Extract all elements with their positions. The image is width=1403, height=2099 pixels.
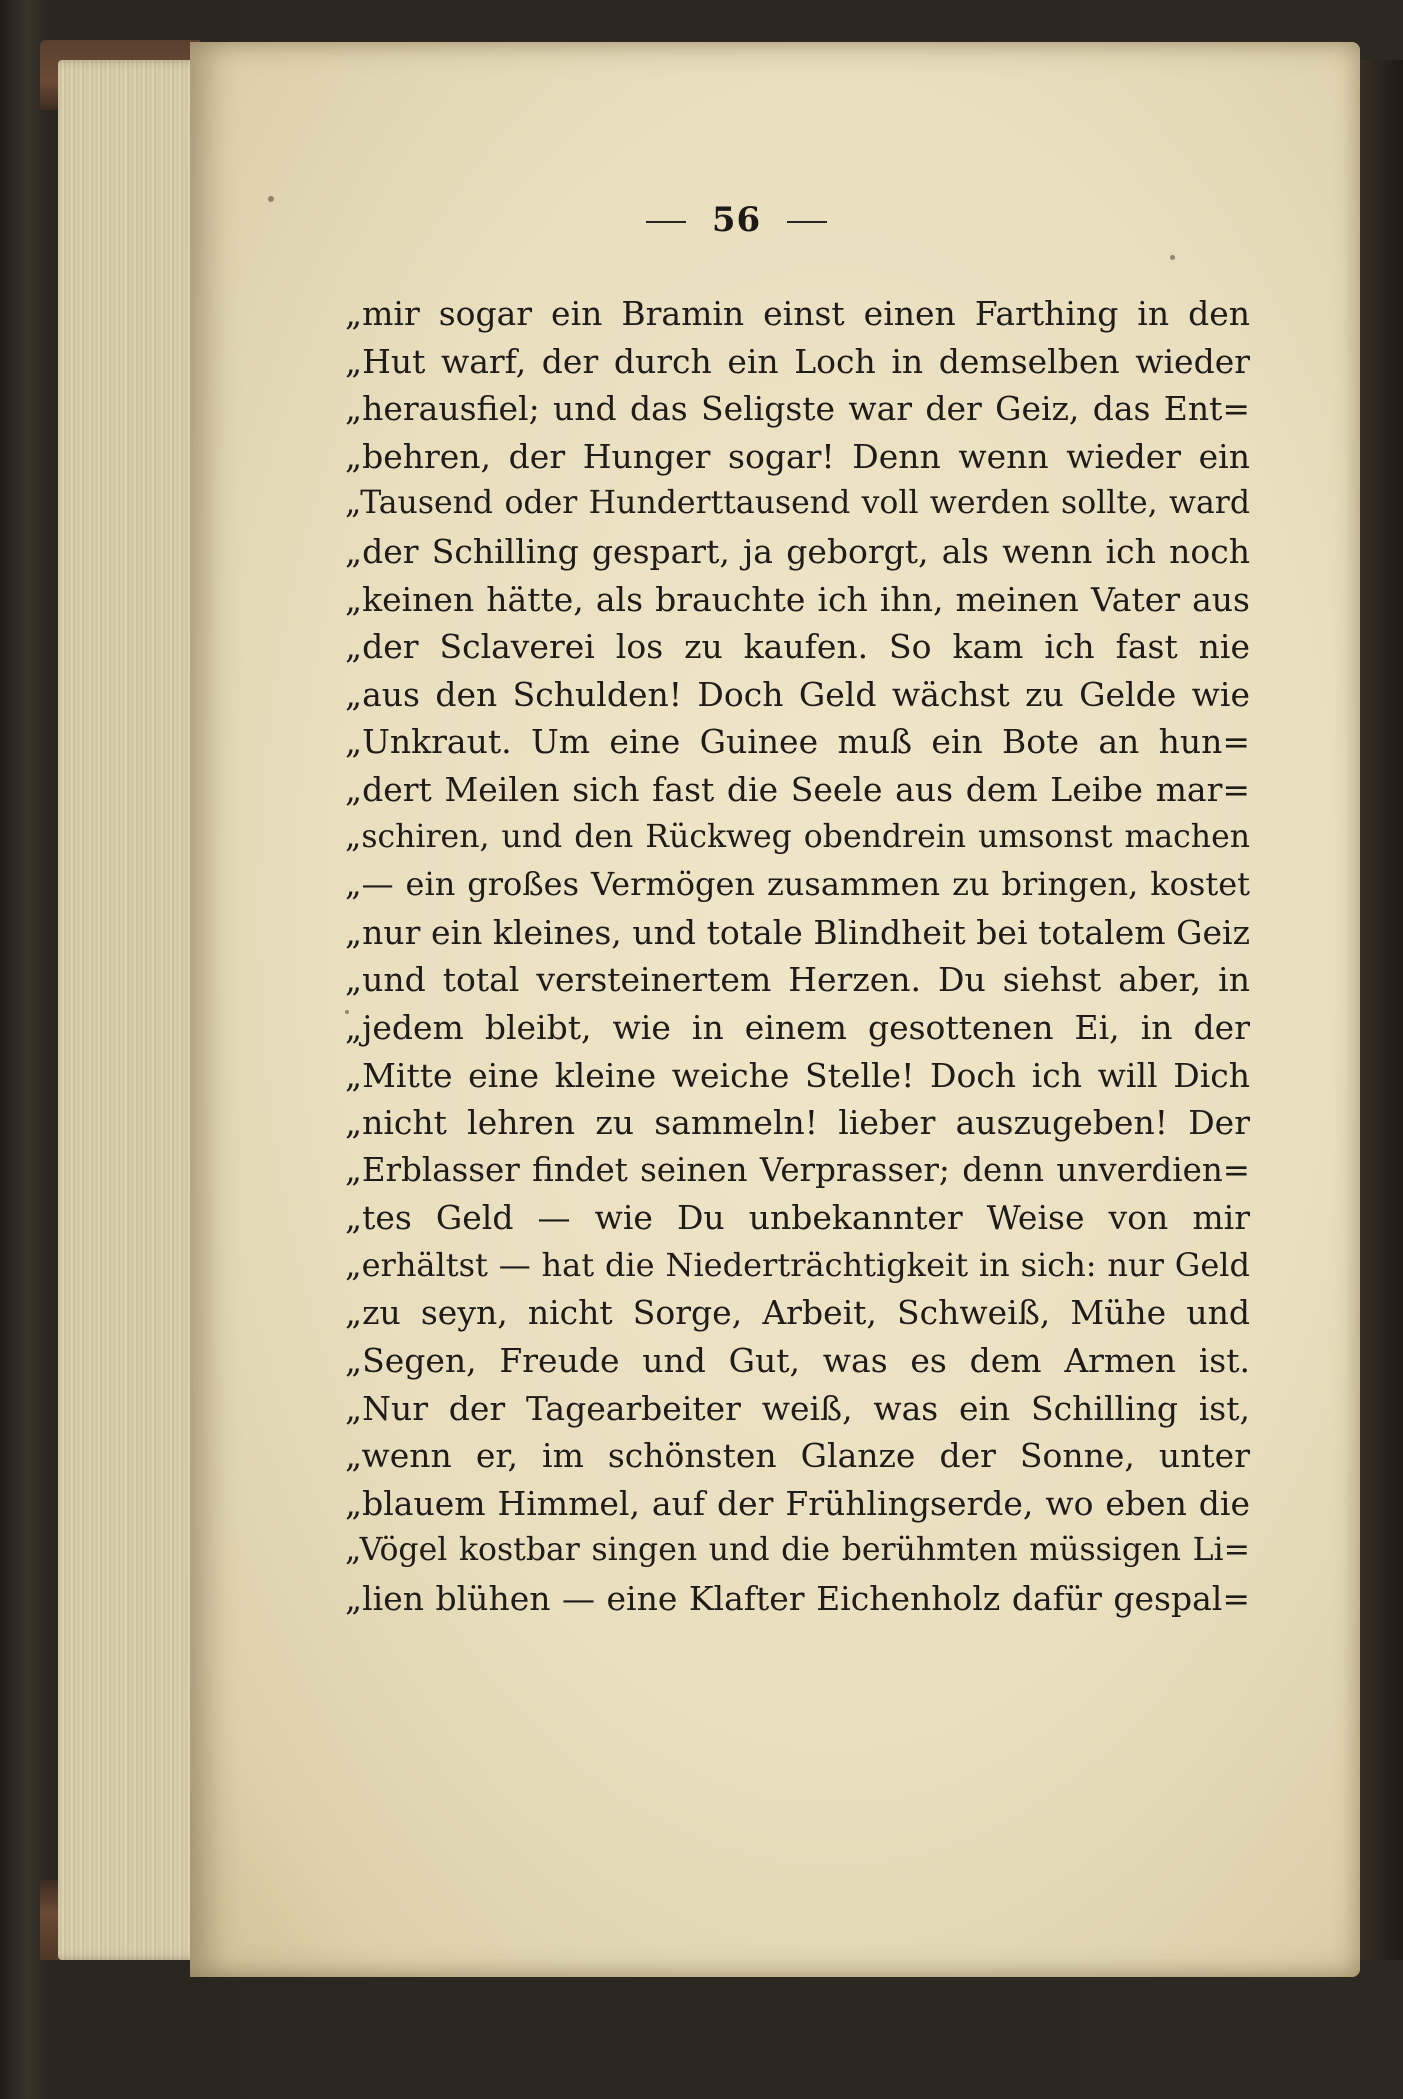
header-dash-right [787,221,827,223]
header-dash-left [646,221,686,223]
text-line: „Hut warf, der durch ein Loch in demselben wieder [345,341,1250,381]
text-line: „— ein großes Vermögen zusammen zu bringen, kostet [345,865,1250,904]
text-line: „herausfiel; und das Seligste war der Geiz, das Ent= [345,389,1250,429]
text-line: „Unkraut. Um eine Guinee muß ein Bote an hun= [345,722,1250,762]
text-line: „der Schilling gespart, ja geborgt, als wenn ich noch [345,531,1250,571]
text-line: „schiren, und den Rückweg obendrein umsonst machen [345,818,1250,855]
text-line: „dert Meilen sich fast die Seele aus dem Leibe mar= [345,769,1250,809]
page-number: 56 [711,200,762,240]
text-line: „Vögel kostbar singen und die berühmten müssigen Li= [345,1532,1250,1569]
paper-speck [1170,255,1175,260]
text-line: „nur ein kleines, und totale Blindheit bei totalem Geiz [345,912,1250,952]
text-line: „Tausend oder Hunderttausend voll werden sollte, ward [345,485,1250,522]
text-line: „jedem bleibt, wie in einem gesottenen Ei, in der [345,1007,1250,1047]
text-line: „mir sogar ein Bramin einst einen Farthing in den [345,294,1250,333]
text-line: „erhältst — hat die Niederträchtigkeit in sich: nur Geld [345,1245,1250,1284]
text-line: „Erblasser findet seinen Verprasser; denn unverdien= [345,1150,1250,1189]
page-number-header [35,200,1403,240]
book-spine-right [1355,60,1403,1960]
text-line: „Segen, Freude und Gut, was es dem Armen ist. [345,1341,1250,1381]
text-line: „aus den Schulden! Doch Geld wächst zu Gelde wie [345,674,1250,714]
text-line: „Nur der Tagearbeiter weiß, was ein Schilling ist, [345,1388,1250,1428]
text-line: „und total versteinertem Herzen. Du siehst aber, in [345,960,1250,1000]
text-line: „lien blühen — eine Klafter Eichenholz dafür gespal= [345,1579,1250,1619]
text-line: „wenn er, im schönsten Glanze der Sonne, unter [345,1436,1250,1476]
text-line: „Mitte eine kleine weiche Stelle! Doch ich will Dich [345,1055,1250,1095]
body-text [345,290,1250,1623]
text-line: „behren, der Hunger sogar! Denn wenn wieder ein [345,436,1250,476]
text-line: „nicht lehren zu sammeln! lieber auszugeben! Der [345,1103,1250,1143]
text-line: „tes Geld — wie Du unbekannter Weise von mir [345,1198,1250,1238]
text-line: „keinen hätte, als brauchte ich ihn, meinen Vater aus [345,579,1250,619]
page-edges [58,60,208,1960]
text-line: „zu seyn, nicht Sorge, Arbeit, Schweiß, Mühe und [345,1293,1250,1333]
text-line: „der Sclaverei los zu kaufen. So kam ich fast nie [345,627,1250,667]
text-line: „blauem Himmel, auf der Frühlingserde, wo eben die [345,1483,1250,1523]
